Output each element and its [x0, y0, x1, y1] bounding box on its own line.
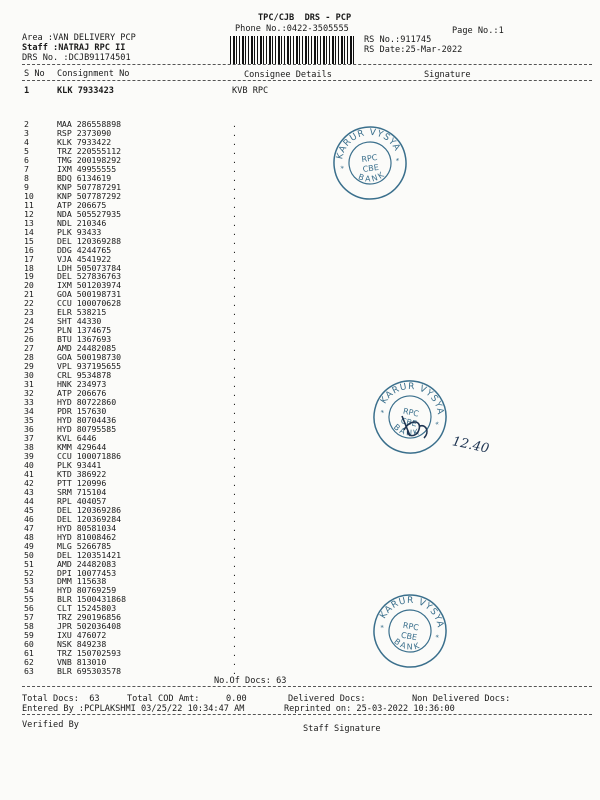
row-sno: 35	[24, 415, 34, 425]
row-sno: 5	[24, 145, 29, 156]
row-consignee-placeholder: .	[232, 217, 237, 228]
svg-text:*: *	[434, 420, 440, 430]
row-sno: 50	[24, 549, 34, 560]
header-divider	[22, 64, 592, 65]
row-consignee-placeholder: .	[232, 235, 237, 246]
row-consignment: DEL 120369288	[57, 235, 122, 246]
row-consignment: PLK 93433	[57, 226, 102, 237]
row-consignee-placeholder: .	[232, 388, 237, 399]
row-consignee-placeholder: .	[232, 253, 237, 264]
row-sno: 49	[24, 540, 34, 551]
row-sno: 44	[24, 495, 34, 506]
total-cod-amount: 0.00	[226, 694, 247, 704]
staff-label: Staff :NATRAJ RPC II	[22, 43, 126, 53]
row-consignee-placeholder: .	[232, 495, 237, 506]
row-consignment: KMM 429644	[57, 441, 107, 452]
row-consignee-placeholder: .	[232, 549, 237, 560]
row-sno: 16	[24, 244, 34, 255]
area-label: Area :VAN DELIVERY PCP	[22, 33, 136, 43]
row-consignee-placeholder: .	[232, 585, 237, 596]
row-consignee-placeholder: .	[232, 648, 237, 659]
row-sno: 2	[24, 119, 29, 129]
row-consignment: CLT 15245803	[57, 603, 117, 614]
stamp-bank-suffix: BANK	[391, 422, 422, 438]
row-consignee-placeholder: .	[232, 415, 237, 425]
row-consignment: DMM 115638	[57, 576, 107, 587]
row-consignee-placeholder: .	[232, 208, 237, 219]
handwritten-note: 12.40	[450, 434, 491, 457]
row-consignee-placeholder: .	[232, 199, 237, 210]
row-consignment: ATP 206675	[57, 199, 107, 210]
no-of-docs: No.Of Docs: 63	[214, 676, 287, 686]
row-consignment: HYD 80704436	[57, 415, 117, 425]
row-consignment: GOA 500198731	[57, 289, 122, 300]
row-sno: 51	[24, 558, 34, 569]
row-sno: 6	[24, 154, 29, 165]
row-consignee-placeholder: .	[232, 522, 237, 533]
row-sno: 38	[24, 441, 34, 452]
total-docs: Total Docs: 63	[22, 694, 100, 704]
row-consignment: SHT 44330	[57, 316, 102, 327]
row-consignment: CRL 9534878	[57, 370, 112, 381]
row-sno: 37	[24, 432, 34, 443]
row-consignment: IXU 476072	[57, 630, 107, 641]
row-consignee-placeholder: .	[232, 343, 237, 354]
row-consignee-placeholder: .	[232, 406, 237, 417]
row-consignment: PDR 157630	[57, 406, 107, 417]
stamp-line-2: CBE	[400, 416, 418, 429]
row-consignment: CCU 100071886	[57, 450, 122, 461]
row-sno: 58	[24, 621, 34, 632]
row-consignment: VJA 4541922	[57, 253, 112, 264]
row-sno: 30	[24, 370, 34, 381]
row-consignment: RSP 2373090	[57, 127, 112, 138]
row-consignment: HYD 81008462	[57, 531, 117, 542]
row-consignee-placeholder: .	[232, 657, 237, 668]
row-consignment: LDH 505073784	[57, 262, 122, 273]
row-sno: 24	[24, 316, 34, 327]
row-consignee-placeholder: .	[232, 576, 237, 587]
row-1-consignee: KVB RPC	[232, 86, 269, 96]
row-consignee-placeholder: .	[232, 612, 237, 623]
row-sno: 59	[24, 630, 34, 641]
stamp-line-1: RPC	[402, 620, 420, 633]
row-consignee-placeholder: .	[232, 307, 237, 318]
row-sno: 45	[24, 504, 34, 515]
bank-stamp-3	[370, 591, 450, 671]
row-1-consignment: KLK 7933423	[57, 86, 114, 96]
row-sno: 13	[24, 217, 34, 228]
row-sno: 10	[24, 190, 34, 201]
row-consignee-placeholder: .	[232, 540, 237, 551]
row-sno: 39	[24, 450, 34, 461]
row-consignee-placeholder: .	[232, 666, 237, 677]
page-number: Page No.:1	[452, 26, 504, 36]
stamp-line-2: CBE	[400, 630, 418, 643]
row-consignment: IXM 49955555	[57, 163, 117, 174]
row-sno: 40	[24, 459, 34, 470]
row-consignment: TRZ 220555112	[57, 145, 122, 156]
row-consignee-placeholder: .	[232, 280, 237, 291]
row-consignment: KVL 6446	[57, 432, 97, 443]
row-consignee-placeholder: .	[232, 172, 237, 183]
row-consignment: HYD 80581034	[57, 522, 117, 533]
row-consignee-placeholder: .	[232, 370, 237, 381]
row-consignee-placeholder: .	[232, 145, 237, 156]
row-sno: 12	[24, 208, 34, 219]
row-sno: 48	[24, 531, 34, 542]
row-sno: 7	[24, 163, 29, 174]
row-sno: 36	[24, 423, 34, 434]
row-consignment: PLK 93441	[57, 459, 102, 470]
total-cod-label: Total COD Amt:	[127, 694, 200, 704]
row-sno: 19	[24, 271, 34, 282]
row-consignment: DEL 527836763	[57, 271, 122, 282]
row-consignment: ATP 206676	[57, 388, 107, 399]
row-consignee-placeholder: .	[232, 298, 237, 309]
row-sno: 20	[24, 280, 34, 291]
row-consignment: BTU 1367693	[57, 334, 112, 345]
reprinted-on: Reprinted on: 25-03-2022 10:36:00	[284, 704, 455, 714]
row-sno: 11	[24, 199, 34, 210]
row-consignment: NDA 505527935	[57, 208, 122, 219]
row-consignment: MAA 286558898	[57, 119, 122, 129]
row-sno: 17	[24, 253, 34, 264]
row-consignee-placeholder: .	[232, 244, 237, 255]
column-header-consignee: Consignee Details	[244, 70, 332, 80]
row-consignee-placeholder: .	[232, 531, 237, 542]
row-consignment: HYD 80722860	[57, 397, 117, 408]
row-sno: 63	[24, 666, 34, 677]
row-consignee-placeholder: .	[232, 262, 237, 273]
row-consignee-placeholder: .	[232, 459, 237, 470]
row-consignee-placeholder: .	[232, 334, 237, 345]
row-consignment: TRZ 290196856	[57, 612, 122, 623]
row-consignment: PLN 1374675	[57, 325, 112, 336]
row-consignee-placeholder: .	[232, 379, 237, 390]
row-consignment: HYD 80769259	[57, 585, 117, 596]
svg-text:*: *	[395, 156, 401, 166]
row-consignee-placeholder: .	[232, 639, 237, 650]
column-header-divider	[22, 80, 592, 81]
stamp-bank-name: KARUR VYSYA	[378, 595, 445, 630]
row-consignment: KLK 7933422	[57, 136, 112, 147]
footer-divider-bottom	[22, 714, 592, 715]
row-sno: 47	[24, 522, 34, 533]
row-sno: 3	[24, 127, 29, 138]
row-consignment: DDG 4244765	[57, 244, 112, 255]
row-consignee-placeholder: .	[232, 226, 237, 237]
stamp-line-1: RPC	[360, 152, 378, 165]
row-consignee-placeholder: .	[232, 163, 237, 174]
row-consignee-placeholder: .	[232, 316, 237, 327]
row-consignment: VPL 937195655	[57, 361, 122, 372]
delivered-docs: Delivered Docs:	[288, 694, 366, 704]
row-sno: 26	[24, 334, 34, 345]
rs-date: RS Date:25-Mar-2022	[364, 45, 463, 55]
svg-text:*: *	[340, 164, 345, 174]
row-sno: 60	[24, 639, 34, 650]
column-header-sno: S No	[24, 69, 45, 79]
row-consignment: DEL 120369284	[57, 513, 122, 524]
row-consignee-placeholder: .	[232, 127, 237, 138]
row-consignment: ELR 538215	[57, 307, 107, 318]
row-consignee-placeholder: .	[232, 468, 237, 479]
row-sno: 22	[24, 298, 34, 309]
column-header-consignment: Consignment No	[57, 69, 130, 79]
non-delivered-docs: Non Delivered Docs:	[412, 694, 511, 704]
row-consignment: GOA 500198730	[57, 352, 122, 363]
row-sno: 18	[24, 262, 34, 273]
row-consignee-placeholder: .	[232, 603, 237, 614]
row-sno: 43	[24, 486, 34, 497]
row-consignee-placeholder: .	[232, 271, 237, 282]
row-consignment: CCU 100070628	[57, 298, 122, 309]
row-sno: 15	[24, 235, 34, 246]
row-consignment: TMG 200198292	[57, 154, 122, 165]
row-consignee-placeholder: .	[232, 594, 237, 605]
row-consignee-placeholder: .	[232, 352, 237, 363]
row-sno: 27	[24, 343, 34, 354]
drs-number: DRS No. :DCJB91174501	[22, 53, 131, 63]
row-consignment: MLG 5266785	[57, 540, 112, 551]
table-row	[0, 667, 600, 676]
row-consignee-placeholder: .	[232, 154, 237, 165]
handwritten-signature	[396, 408, 436, 448]
row-consignment: AMD 24482083	[57, 558, 117, 569]
row-sno: 57	[24, 612, 34, 623]
row-consignee-placeholder: .	[232, 190, 237, 201]
row-sno: 33	[24, 397, 34, 408]
row-sno: 31	[24, 379, 34, 390]
entered-by: Entered By :PCPLAKSHMI 03/25/22 10:34:47 AM	[22, 704, 245, 714]
footer-divider-top	[22, 686, 592, 687]
row-sno: 61	[24, 648, 34, 659]
row-sno: 4	[24, 136, 29, 147]
row-sno: 9	[24, 181, 29, 192]
row-consignment: DEL 120369286	[57, 504, 122, 515]
row-1-sno: 1	[24, 86, 30, 96]
row-consignment: RPL 404057	[57, 495, 107, 506]
row-consignment: PTT 120996	[57, 477, 107, 488]
row-consignment: NSK 849238	[57, 639, 107, 650]
row-consignment: KNP 507787292	[57, 190, 122, 201]
row-sno: 41	[24, 468, 34, 479]
row-consignee-placeholder: .	[232, 621, 237, 632]
row-consignee-placeholder: .	[232, 477, 237, 488]
row-consignee-placeholder: .	[232, 630, 237, 641]
row-consignment: HNK 234973	[57, 379, 107, 390]
row-consignment: DEL 120351421	[57, 549, 122, 560]
row-sno: 8	[24, 172, 29, 183]
row-sno: 23	[24, 307, 34, 318]
phone-number: Phone No.:0422-3505555	[235, 24, 349, 34]
row-sno: 14	[24, 226, 34, 237]
row-consignment: KNP 507787291	[57, 181, 122, 192]
row-sno: 56	[24, 603, 34, 614]
page-title: TPC/CJB DRS - PCP	[258, 13, 352, 23]
row-consignee-placeholder: .	[232, 181, 237, 192]
verified-by: Verified By	[22, 720, 79, 730]
row-consignee-placeholder: .	[232, 325, 237, 336]
bank-stamp-1	[330, 123, 410, 203]
row-consignment: SRM 715104	[57, 486, 107, 497]
row-consignee-placeholder: .	[232, 441, 237, 452]
rs-number: RS No.:911745	[364, 35, 432, 45]
row-consignee-placeholder: .	[232, 136, 237, 147]
stamp-bank-name: KARUR VYSYA	[379, 381, 446, 417]
row-consignment: KTD 386922	[57, 468, 107, 479]
row-consignment: BDQ 6134619	[57, 172, 112, 183]
row-sno: 32	[24, 388, 34, 399]
row-consignee-placeholder: .	[232, 486, 237, 497]
row-consignee-placeholder: .	[232, 558, 237, 569]
svg-text:*: *	[379, 408, 385, 418]
row-sno: 46	[24, 513, 34, 524]
stamp-line-1: RPC	[402, 406, 420, 419]
row-consignee-placeholder: .	[232, 423, 237, 434]
row-consignment: JPR 502036408	[57, 621, 122, 632]
row-sno: 62	[24, 657, 34, 668]
row-sno: 52	[24, 567, 34, 578]
svg-text:*: *	[434, 633, 440, 643]
row-consignee-placeholder: .	[232, 289, 237, 300]
stamp-bank-suffix: BANK	[392, 636, 423, 652]
row-consignment: TRZ 150702593	[57, 648, 122, 659]
barcode	[230, 36, 356, 64]
row-consignment: AMD 24482085	[57, 343, 117, 354]
row-consignment: HYD 80795585	[57, 423, 117, 434]
stamp-bank-suffix: BANK	[357, 169, 388, 184]
stamp-bank-name: KARUR VYSYA	[335, 127, 403, 161]
row-sno: 25	[24, 325, 34, 336]
row-consignee-placeholder: .	[232, 361, 237, 372]
row-sno: 54	[24, 585, 34, 596]
row-consignment: VNB 813010	[57, 657, 107, 668]
row-consignee-placeholder: .	[232, 119, 237, 129]
row-sno: 21	[24, 289, 34, 300]
row-consignment: NDL 210346	[57, 217, 107, 228]
row-consignment: BLR 695303578	[57, 666, 122, 677]
row-consignment: DPI 10077453	[57, 567, 117, 578]
row-consignment: BLR 1500431868	[57, 594, 127, 605]
svg-text:*: *	[379, 623, 385, 633]
row-consignee-placeholder: .	[232, 567, 237, 578]
row-sno: 29	[24, 361, 34, 372]
row-consignee-placeholder: .	[232, 432, 237, 443]
row-consignee-placeholder: .	[232, 504, 237, 515]
row-sno: 55	[24, 594, 34, 605]
row-sno: 34	[24, 406, 34, 417]
column-header-signature: Signature	[424, 70, 471, 80]
row-consignee-placeholder: .	[232, 397, 237, 408]
row-sno: 28	[24, 352, 34, 363]
stamp-line-2: CBE	[362, 162, 380, 175]
row-sno: 53	[24, 576, 34, 587]
row-sno: 42	[24, 477, 34, 488]
staff-signature-label: Staff Signature	[303, 724, 381, 734]
row-consignment: IXM 501203974	[57, 280, 122, 291]
row-consignee-placeholder: .	[232, 450, 237, 461]
row-consignee-placeholder: .	[232, 513, 237, 524]
